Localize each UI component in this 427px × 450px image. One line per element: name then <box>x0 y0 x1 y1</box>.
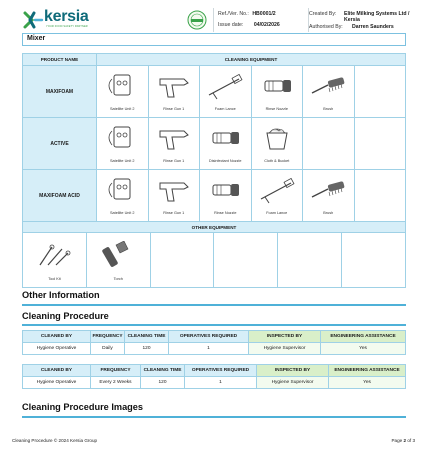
inspected-by-value: Hygiene Supervisor <box>249 343 321 355</box>
product-name: ACTIVE <box>23 118 97 170</box>
cleaning-procedure-table-2 <box>22 364 406 389</box>
equipment-label: Rinse Nozzle <box>214 211 237 215</box>
col-cleaned-by: CLEANED BY <box>23 331 91 343</box>
equipment-cell <box>97 170 149 222</box>
area-title-bar <box>22 33 406 46</box>
product-name-header: PRODUCT NAME <box>23 54 97 66</box>
page-of: of <box>407 438 412 443</box>
satellite-unit-icon <box>102 71 142 101</box>
engineering-value: Yes <box>321 343 406 355</box>
equipment-cell-empty <box>303 118 355 170</box>
equipment-cell <box>251 118 303 170</box>
cleaning-procedure-table-1 <box>22 330 406 355</box>
cleaned-by-value: Hygiene Operative <box>23 377 91 389</box>
equipment-cell <box>200 170 252 222</box>
equipment-label: Cloth & Bucket <box>264 159 290 163</box>
equipment-label: Rinse Gun 1 <box>163 159 185 163</box>
other-equipment-cell-empty <box>214 233 278 288</box>
equipment-label: Foam Lance <box>214 107 236 111</box>
equipment-cell <box>200 118 252 170</box>
other-equipment-label: Torch <box>113 277 123 281</box>
other-equipment-header: OTHER EQUIPMENT <box>23 222 406 233</box>
equipment-header-row <box>23 54 406 66</box>
logo-tagline: YOUR FOOD SAFETY PARTNER <box>46 25 88 28</box>
equipment-label: Satellite Unit 2 <box>110 159 135 163</box>
col-operatives-required: OPERATIVES REQUIRED <box>169 331 249 343</box>
engineering-value: Yes <box>329 377 406 389</box>
equipment-cell <box>200 66 252 118</box>
authorised-value: Darren Saunders <box>352 24 394 30</box>
issue-value: 04/02/2026 <box>253 22 280 28</box>
issue-date-field <box>218 22 280 28</box>
satellite-unit-icon <box>102 123 142 153</box>
tool-kit-icon <box>34 241 74 271</box>
logo-name: kersia <box>44 8 89 25</box>
cleaning-equipment-table <box>22 53 406 222</box>
inspected-by-value: Hygiene Supervisor <box>257 377 329 389</box>
equipment-cell <box>251 66 303 118</box>
other-equipment-table <box>22 221 406 288</box>
operatives-value: 1 <box>169 343 249 355</box>
rinse-gun-icon <box>154 175 194 205</box>
equipment-cell <box>148 66 200 118</box>
cleaning-equipment-header: CLEANING EQUIPMENT <box>97 54 406 66</box>
equipment-cell <box>148 118 200 170</box>
equipment-cell <box>97 66 149 118</box>
other-equipment-row <box>23 233 406 288</box>
cleaning-time-value: 120 <box>141 377 185 389</box>
cleaning-procedure-title: Cleaning Procedure <box>22 311 109 321</box>
equipment-label: Brush <box>323 211 334 215</box>
equipment-label: Foam Lance <box>266 211 288 215</box>
authorised-by-field <box>309 24 343 30</box>
other-information-title: Other Information <box>22 290 100 300</box>
page-prefix: Page <box>391 438 403 443</box>
product-name: MAXIFOAM ACID <box>23 170 97 222</box>
col-operatives-required: OPERATIVES REQUIRED <box>185 365 257 377</box>
satellite-unit-icon <box>102 175 142 205</box>
created-value: Elite Milking Systems Ltd / Kersia <box>344 11 410 23</box>
frequency-value: Every 2 Weeks <box>91 377 141 389</box>
created-by-field <box>309 11 336 17</box>
col-inspected-by: INSPECTED BY <box>257 365 329 377</box>
col-cleaning-time: CLEANING TIME <box>125 331 169 343</box>
foam-lance-icon <box>205 71 245 101</box>
col-cleaning-time: CLEANING TIME <box>141 365 185 377</box>
col-engineering-assistance: ENGINEERING ASSISTANCE <box>321 331 406 343</box>
issue-label: Issue date: <box>218 22 244 28</box>
section-rule <box>22 324 406 326</box>
section-rule <box>22 304 406 306</box>
page-number <box>391 438 415 443</box>
footer-copyright: Cleaning Procedure © 2024 Kersia Group <box>12 438 98 443</box>
created-label: Created By: <box>309 11 337 17</box>
area-title: Mixer <box>27 35 46 42</box>
equipment-label: Satellite Unit 2 <box>110 211 135 215</box>
kersia-logo-mark-icon <box>22 10 44 30</box>
col-inspected-by: INSPECTED BY <box>249 331 321 343</box>
equipment-label: Brush <box>323 107 334 111</box>
page-footer <box>12 438 415 443</box>
equipment-cell <box>251 170 303 222</box>
equipment-row-maxifoam-acid <box>23 170 406 222</box>
ref-field <box>218 11 276 17</box>
cleaned-by-value: Hygiene Operative <box>23 343 91 355</box>
other-equipment-cell-empty <box>150 233 214 288</box>
frequency-value: Daily <box>91 343 125 355</box>
equipment-label: Rinse Gun 1 <box>163 211 185 215</box>
equipment-label: Rinse Gun 1 <box>163 107 185 111</box>
col-cleaned-by: CLEANED BY <box>23 365 91 377</box>
certification-badge-icon <box>187 10 207 30</box>
equipment-row-active <box>23 118 406 170</box>
ref-label: Ref./Ver. No.: <box>218 11 249 17</box>
other-equipment-header-row <box>23 222 406 233</box>
other-equipment-cell <box>86 233 150 288</box>
equipment-cell-empty <box>354 118 406 170</box>
rinse-gun-icon <box>154 71 194 101</box>
procedure-header-row <box>23 331 406 343</box>
procedure-row <box>23 377 406 389</box>
other-equipment-label: Tool Kit <box>48 277 61 281</box>
equipment-cell <box>97 118 149 170</box>
other-equipment-cell-empty <box>342 233 406 288</box>
equipment-cell-empty <box>354 170 406 222</box>
equipment-label: Rinse Nozzle <box>265 107 288 111</box>
rinse-gun-icon <box>154 123 194 153</box>
col-frequency: FREQUENCY <box>91 331 125 343</box>
document-header <box>22 8 410 32</box>
equipment-label: Disinfectant Nozzle <box>209 159 242 163</box>
equipment-label: Satellite Unit 2 <box>110 107 135 111</box>
equipment-cell <box>303 170 355 222</box>
product-name: MAXIFOAM <box>23 66 97 118</box>
operatives-value: 1 <box>185 377 257 389</box>
authorised-label: Authorised By: <box>309 24 343 30</box>
equipment-row-maxifoam <box>23 66 406 118</box>
procedure-header-row <box>23 365 406 377</box>
ref-value: HB0001/2 <box>252 11 276 17</box>
procedure-row <box>23 343 406 355</box>
col-engineering-assistance: ENGINEERING ASSISTANCE <box>329 365 406 377</box>
other-equipment-cell <box>23 233 87 288</box>
equipment-cell <box>148 170 200 222</box>
section-rule <box>22 416 406 418</box>
header-divider <box>213 8 214 32</box>
kersia-logo <box>22 10 108 30</box>
page-total: 3 <box>412 438 415 443</box>
foam-lance-icon <box>257 175 297 205</box>
rinse-nozzle-icon <box>257 71 297 101</box>
disinfectant-nozzle-icon <box>205 123 245 153</box>
rinse-nozzle-icon <box>205 175 245 205</box>
equipment-cell-empty <box>354 66 406 118</box>
cleaning-images-title: Cleaning Procedure Images <box>22 402 144 412</box>
brush-icon <box>308 71 348 101</box>
other-equipment-cell-empty <box>278 233 342 288</box>
cleaning-time-value: 120 <box>125 343 169 355</box>
brush-icon <box>308 175 348 205</box>
cloth-bucket-icon <box>257 123 297 153</box>
equipment-cell <box>303 66 355 118</box>
page-current: 2 <box>403 438 407 443</box>
col-frequency: FREQUENCY <box>91 365 141 377</box>
torch-icon <box>98 241 138 271</box>
